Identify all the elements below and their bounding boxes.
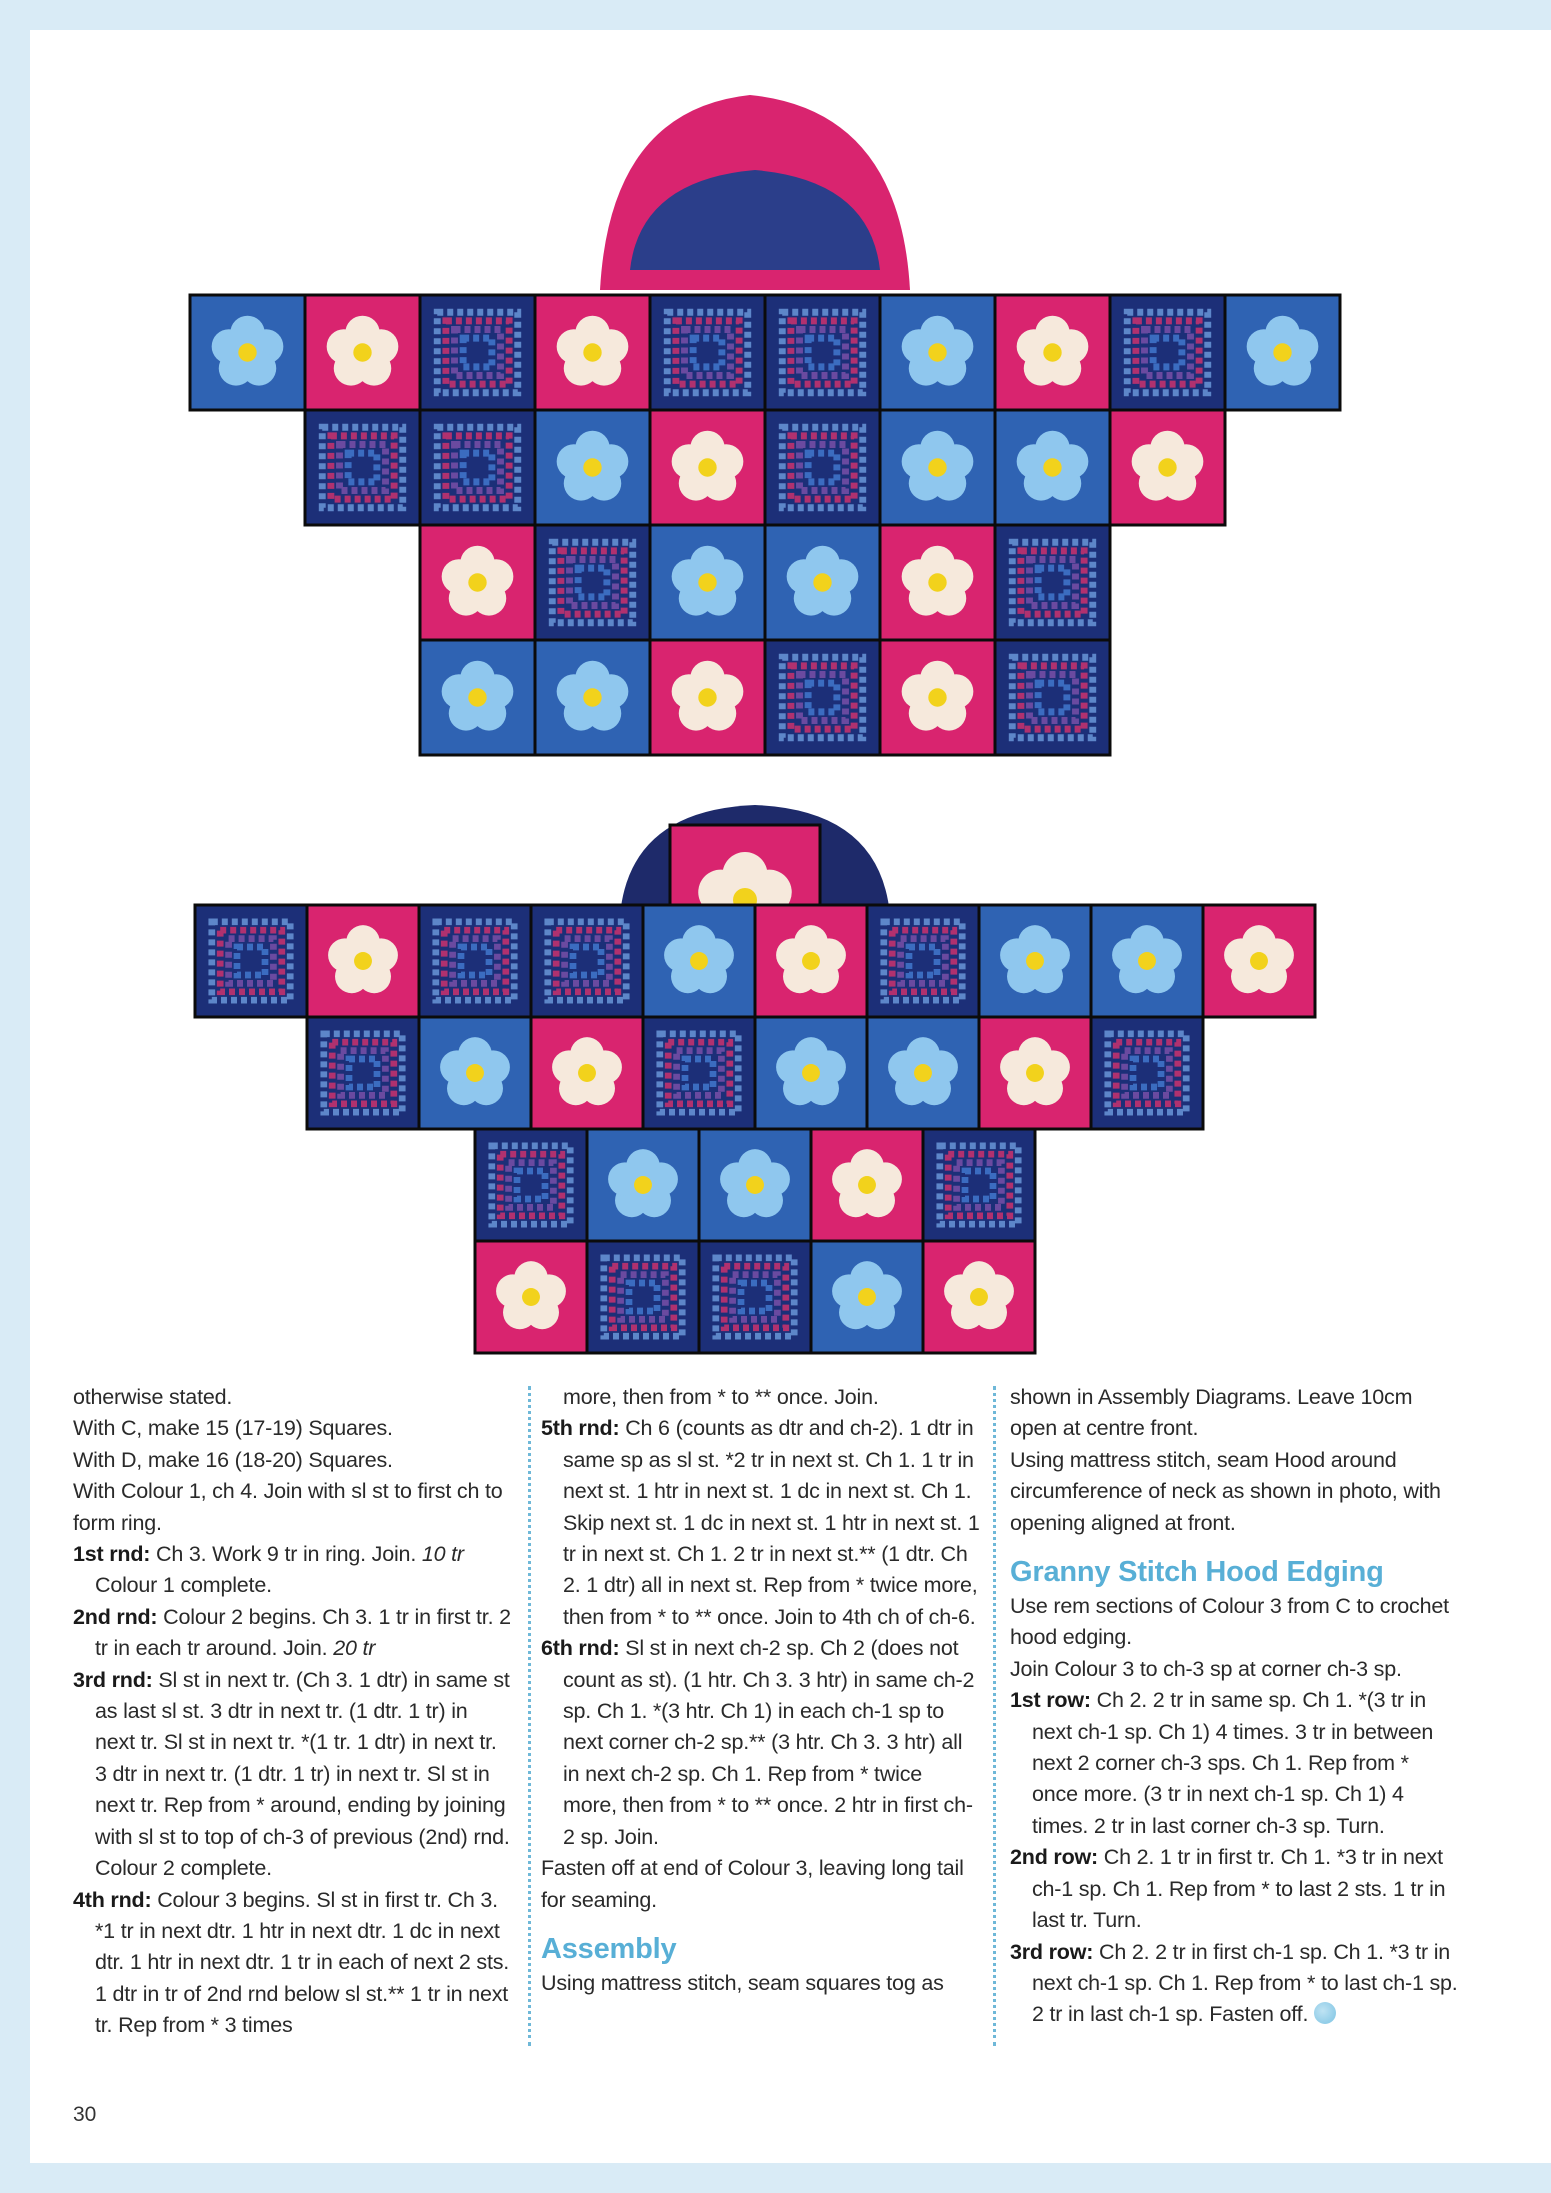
round-text: Ch 3. Work 9 tr in ring. Join. [150, 1542, 422, 1567]
section-heading-hood-edging: Granny Stitch Hood Edging [1010, 1556, 1384, 1589]
text-line: shown in Assembly Diagrams. Leave 10cm open at centre front. [1010, 1385, 1413, 1441]
text-line: With D, make 16 (18-20) Squares. [73, 1447, 393, 1472]
stitch-count: 20 tr [333, 1636, 376, 1661]
round-text: Sl st in next ch-2 sp. Ch 2 (does not count as st). (1 htr. Ch 3. 3 htr) in same ch-2 sp. Ch 1. *(3 htr. Ch 1) in each ch-1 sp to next corner ch-2 sp.** (3 htr. Ch 3. 3 htr) all in next ch-2 sp. Ch 1. Rep from * twice more, then from * to ** once. 2 htr in first ch-2 sp. Join. [563, 1636, 975, 1849]
row-text: Ch 2. 2 tr in first ch-1 sp. Ch 1. *3 tr in next ch-1 sp. Ch 1. Rep from * to last ch-1 sp. 2 tr in last ch-1 sp. Fasten off. [1032, 1939, 1458, 2027]
text-line [541, 1382, 981, 1413]
round-2 [73, 1602, 513, 1665]
round-text: Colour 3 begins. Sl st in first tr. Ch 3. *1 tr in next dtr. 1 htr in next dtr. 1 dc in next dtr. 1 htr in next dtr. 1 tr in each of next 2 sts. 1 dtr in tr of 2nd rnd below sl st.** 1 tr in next tr. Rep from * 3 times [95, 1887, 510, 2038]
column-divider [993, 1386, 996, 2046]
page-number: 30 [73, 2103, 97, 2126]
row-2 [1010, 1842, 1460, 1936]
row-label: 2nd row: [1010, 1845, 1098, 1870]
stitch-count: 10 tr [421, 1542, 464, 1567]
row-label: 1st row: [1010, 1688, 1091, 1713]
round-1 [73, 1539, 513, 1602]
row-text: Ch 2. 2 tr in same sp. Ch 1. *(3 tr in next ch-1 sp. Ch 1) 4 times. 3 tr in between next 2 corner ch-3 sps. Ch 1. Rep from * once more. (3 tr in next ch-1 sp. Ch 1) 4 times. 2 tr in last corner ch-3 sp. Turn. [1032, 1688, 1434, 1838]
text-line: Join Colour 3 to ch-3 sp at corner ch-3 sp. [1010, 1656, 1402, 1681]
text-line: otherwise stated. [73, 1385, 233, 1409]
row-1 [1010, 1685, 1460, 1842]
text-line: Using mattress stitch, seam Hood around circumference of neck as shown in photo, with opening aligned at front. [1010, 1447, 1441, 1535]
round-4 [73, 1885, 513, 2042]
text-line: Using mattress stitch, seam squares tog as [541, 1970, 944, 1995]
text-line: With Colour 1, ch 4. Join with sl st to first ch to form ring. [73, 1479, 503, 1535]
round-text: Colour 1 complete. [95, 1573, 272, 1598]
column-1 [73, 1382, 513, 2042]
text-line: Fasten off at end of Colour 3, leaving long tail for seaming. [541, 1856, 964, 1912]
hoodie-back-photo [180, 805, 1400, 1365]
round-label: 6th rnd: [541, 1636, 620, 1661]
round-text: more, then from * to ** once. Join. [563, 1385, 879, 1409]
round-label: 3rd rnd: [73, 1667, 153, 1692]
round-text: Colour 2 begins. Ch 3. 1 tr in first tr. 2 tr in each tr around. Join. [95, 1604, 511, 1661]
round-3 [73, 1665, 513, 1885]
hoodie-front-photo [180, 60, 1360, 760]
yarn-ball-icon [1314, 2002, 1336, 2024]
round-text: Sl st in next tr. (Ch 3. 1 dtr) in same st as last sl st. 3 dtr in next tr. (1 dtr. 1 tr) in next tr. Sl st in next tr. *(1 tr. 1 dtr) in next tr. 3 dtr in next tr. (1 dtr. 1 tr) in next tr. Sl st in next tr. Rep from * around, ending by joining with sl st to top of ch-3 of previous (2nd) rnd. Colour 2 complete. [95, 1667, 510, 1881]
hoodie-front-illustration [180, 60, 1360, 760]
round-text: Ch 6 (counts as dtr and ch-2). 1 dtr in same sp as sl st. *2 tr in next st. Ch 1. 1 tr in next st. 1 htr in next st. 1 dc in next st. Ch 1. Skip next st. 1 dc in next st. 1 htr in next st. 1 tr in next st. Ch 1. 2 tr in next st.** (1 dtr. Ch 2. 1 dtr) all in next st. Rep from * twice more, then from * to ** once. Join to 4th ch of ch-6. [563, 1416, 980, 1629]
round-6 [541, 1633, 981, 1853]
round-label: 2nd rnd: [73, 1604, 158, 1629]
row-label: 3rd row: [1010, 1939, 1094, 1964]
row-text: Ch 2. 1 tr in first tr. Ch 1. *3 tr in next ch-1 sp. Ch 1. Rep from * to last 2 sts. 1 tr in last tr. Turn. [1032, 1845, 1446, 1933]
column-2 [541, 1382, 981, 1999]
round-label: 5th rnd: [541, 1416, 620, 1441]
text-line: With C, make 15 (17-19) Squares. [73, 1416, 393, 1441]
text-line: Use rem sections of Colour 3 from C to crochet hood edging. [1010, 1594, 1449, 1650]
row-3 [1010, 1937, 1460, 2031]
column-3 [1010, 1382, 1460, 2031]
round-5 [541, 1413, 981, 1633]
column-divider [528, 1386, 531, 2046]
round-label: 1st rnd: [73, 1542, 151, 1567]
round-label: 4th rnd: [73, 1887, 152, 1912]
section-heading-assembly: Assembly [541, 1932, 677, 1965]
hoodie-back-illustration [180, 805, 1400, 1365]
